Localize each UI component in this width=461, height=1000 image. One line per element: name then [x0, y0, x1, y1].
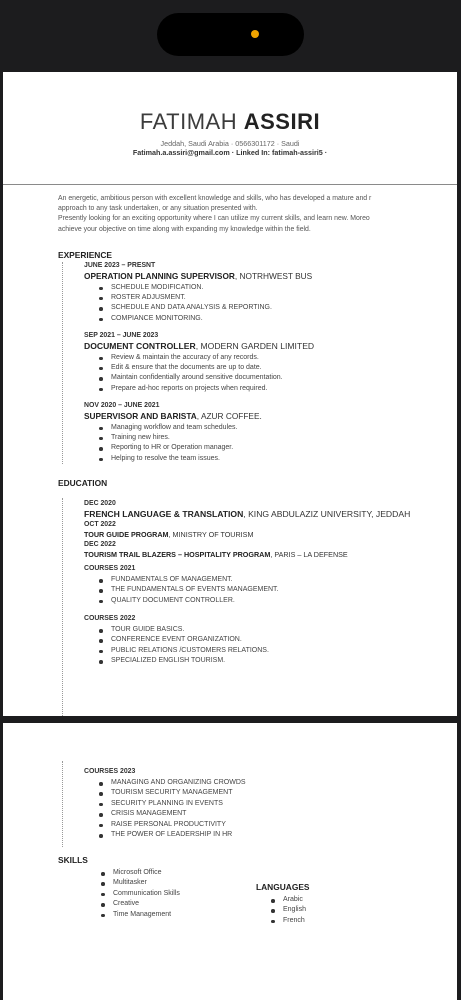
job-entry [84, 401, 454, 464]
list-item: SCHEDULE MODIFICATION. [84, 283, 454, 293]
languages-heading: LANGUAGES [256, 882, 310, 892]
dynamic-island [157, 13, 304, 56]
job-title-line [84, 411, 454, 422]
job-date: SEP 2021 – JUNE 2023 [84, 332, 159, 339]
last-name: ASSIRI [243, 109, 321, 134]
list-item: COMPIANCE MONITORING. [84, 314, 454, 324]
education-heading: EDUCATION [58, 478, 108, 488]
job-title: OPERATION PLANNING SUPERVISOR [84, 271, 235, 281]
courses-entry [84, 767, 454, 840]
experience-timeline [62, 262, 63, 464]
degree-title: TOUR GUIDE PROGRAM [84, 529, 169, 539]
experience-heading: EXPERIENCE [58, 250, 112, 260]
job-org: , AZUR COFFEE. [196, 411, 262, 421]
list-item: Training new hires. [84, 433, 454, 443]
list-item: QUALITY DOCUMENT CONTROLLER. [84, 596, 454, 606]
contact-email-linkedin[interactable]: Fatimah.a.assiri@gmail.com · Linked In: fatimah-assiri5 · [132, 148, 328, 157]
job-entry [84, 331, 454, 394]
degree-title-line [84, 550, 454, 560]
list-item: Maintain confidentially around sensitive documentation. [84, 373, 454, 383]
degree-date: DEC 2022 [84, 540, 116, 548]
resume-page-2 [3, 723, 457, 1000]
candidate-name [3, 109, 457, 135]
list-item: Multitasker [86, 878, 180, 888]
header-divider [3, 184, 457, 185]
first-name: FATIMAH [139, 109, 238, 134]
job-duties [84, 423, 454, 465]
degree-title-line [84, 530, 454, 540]
job-org: , NOTRHWEST BUS [234, 271, 313, 281]
job-title: SUPERVISOR AND BARISTA [84, 411, 197, 421]
skills-heading: SKILLS [58, 855, 88, 865]
list-item: Reporting to HR or Operation manager. [84, 443, 454, 453]
job-title-line [84, 271, 454, 282]
job-entry [84, 261, 454, 324]
courses-label: COURSES 2022 [84, 615, 136, 622]
list-item: Creative [86, 899, 180, 909]
job-duties [84, 283, 454, 325]
camera-indicator-icon [251, 30, 259, 38]
list-item: Arabic [256, 895, 306, 905]
summary-line: An energetic, ambitious person with excellent knowledge and skills, who has developed a mature and r [58, 195, 372, 202]
courses-entry [84, 614, 454, 667]
contact-location-phone: Jeddah, Saudi Arabia · 0566301172 · Saudi [160, 139, 300, 148]
list-item: PUBLIC RELATIONS /CUSTOMERS RELATIONS. [84, 646, 454, 656]
list-item: Prepare ad-hoc reports on projects when required. [84, 384, 454, 394]
list-item: RAISE PERSONAL PRODUCTIVITY [84, 820, 454, 830]
list-item: ROSTER ADJUSMENT. [84, 293, 454, 303]
degree-title: FRENCH LANGUAGE & TRANSLATION [84, 509, 244, 519]
list-item: SECURITY PLANNING IN EVENTS [84, 799, 454, 809]
list-item: Review & maintain the accuracy of any records. [84, 353, 454, 363]
languages-list [256, 895, 306, 926]
education-timeline [62, 498, 63, 716]
job-title: DOCUMENT CONTROLLER [84, 341, 196, 351]
list-item: SPECIALIZED ENGLISH TOURISM. [84, 656, 454, 666]
list-item: THE POWER OF LEADERSHIP IN HR [84, 830, 454, 840]
list-item: English [256, 905, 306, 915]
list-item: Edit & ensure that the documents are up to date. [84, 363, 454, 373]
courses-label: COURSES 2021 [84, 565, 136, 572]
list-item: CONFERENCE EVENT ORGANIZATION. [84, 635, 454, 645]
job-org: , MODERN GARDEN LIMITED [195, 341, 315, 351]
job-date: JUNE 2023 – PRESNT [84, 262, 156, 269]
degree-date: OCT 2022 [84, 520, 116, 528]
list-item: Managing workflow and team schedules. [84, 423, 454, 433]
list-item: TOURISM SECURITY MANAGEMENT [84, 788, 454, 798]
job-duties [84, 353, 454, 395]
list-item: CRISIS MANAGEMENT [84, 809, 454, 819]
degree-date: DEC 2020 [84, 500, 116, 507]
skills-list [86, 868, 180, 920]
courses-entry [84, 564, 454, 606]
degree-org: , MINISTRY OF TOURISM [168, 529, 254, 539]
summary-line: approach to any task undertaken, or any situation presented with. [58, 205, 258, 213]
courses-list [84, 778, 454, 840]
courses-list [84, 575, 454, 606]
list-item: MANAGING AND ORGANIZING CROWDS [84, 778, 454, 788]
degree-org: , KING ABDULAZIZ UNIVERSITY, JEDDAH [243, 509, 411, 519]
education-timeline [62, 761, 63, 847]
summary-line: achieve your objective on time along with expanding my knowledge within the field. [58, 225, 311, 233]
summary-line: Presently looking for an exciting opportunity where I can utilize my current skills, and learn new. Moreo [58, 215, 370, 223]
list-item: SCHEDULE AND DATA ANALYSIS & REPORTING. [84, 303, 454, 313]
courses-label: COURSES 2023 [84, 768, 136, 775]
degree-title: TOURISM TRAIL BLAZERS – HOSPITALITY PROGRAM [84, 549, 271, 559]
list-item: FUNDAMENTALS OF MANAGEMENT. [84, 575, 454, 585]
list-item: THE FUNDAMENTALS OF EVENTS MANAGEMENT. [84, 585, 454, 595]
list-item: TOUR GUIDE BASICS. [84, 625, 454, 635]
list-item: Time Management [86, 910, 180, 920]
list-item: French [256, 916, 306, 926]
degree-title-line [84, 509, 454, 520]
list-item: Microsoft Office [86, 868, 180, 878]
list-item: Helping to resolve the team issues. [84, 454, 454, 464]
summary-paragraph [58, 194, 403, 235]
degree-org: , PARIS – LA DEFENSE [270, 549, 348, 559]
degree-entry [84, 499, 454, 560]
courses-list [84, 625, 454, 667]
list-item: Communication Skills [86, 889, 180, 899]
resume-page-1 [3, 72, 457, 716]
job-title-line [84, 341, 454, 352]
job-date: NOV 2020 – JUNE 2021 [84, 402, 160, 409]
